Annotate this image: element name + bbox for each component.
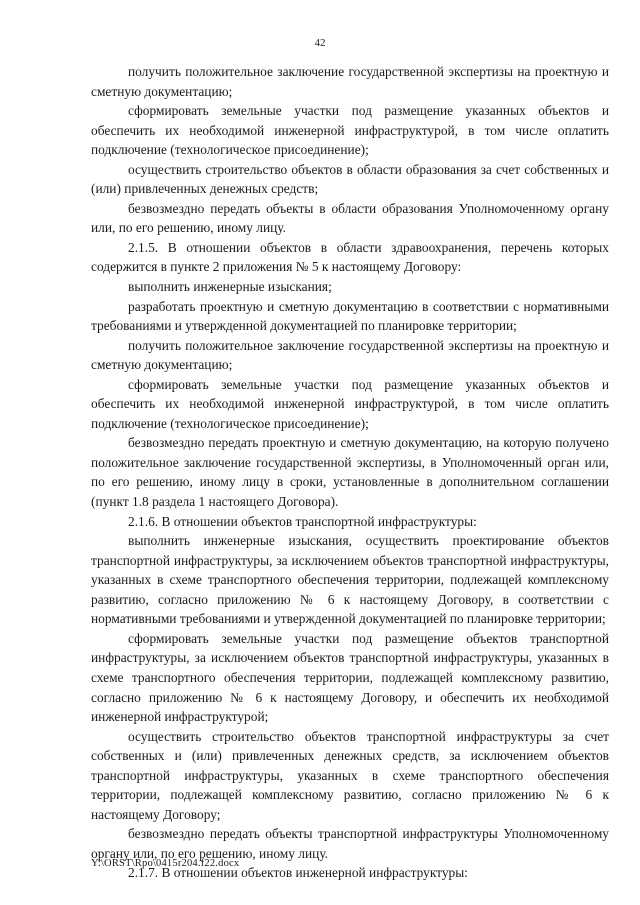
paragraph: безвозмездно передать объекты в области образования Уполномоченному органу или, по его решению, иному лицу. — [91, 200, 609, 236]
paragraph: выполнить инженерные изыскания; — [128, 279, 332, 295]
paragraph: выполнить инженерные изыскания, осуществить проектирование объектов транспортной инфраструктуры, за исключением объектов транспортной инфраструктуры, указанных в схеме транспортного обеспечения территории, подлежащей комплексному развитию, согласно приложению № 6 к настоящему Договору, в соответствии с нормативными требованиями и утвержденной документацией по планировке территории; — [91, 533, 609, 627]
paragraph: осуществить строительство объектов в области образования за счет собственных и (или) привлеченных денежных средств; — [91, 161, 609, 197]
paragraph: безвозмездно передать объекты транспортной инфраструктуры Уполномоченному органу или, по его решению, иному лицу. — [91, 826, 609, 861]
document-body — [91, 62, 609, 883]
section-heading-2-1-7: 2.1.7. В отношении объектов инженерной инфраструктуры: — [128, 865, 468, 881]
section-heading-2-1-5: 2.1.5. В отношении объектов в области здравоохранения, перечень которых содержится в пункте 2 приложения № 5 к настоящему Договору: — [91, 239, 609, 275]
paragraph: безвозмездно передать проектную и сметную документацию, на которую получено положительное заключение государственной экспертизы, в Уполномоченный орган или, по его решению, иному лицу в сроки, установленные в дополнительном соглашении (пункт 1.8 раздела 1 настоящего Договора). — [91, 435, 609, 510]
paragraph: получить положительное заключение государственной экспертизы на проектную и сметную документацию; — [91, 64, 609, 99]
section-heading-2-1-6: 2.1.6. В отношении объектов транспортной инфраструктуры: — [128, 513, 477, 529]
footer-file-path: Y:\ORST\Rpo\0415r204.f22.docx — [91, 858, 240, 869]
page-number: 42 — [314, 37, 326, 49]
paragraph: получить положительное заключение государственной экспертизы на проектную и сметную документацию; — [91, 337, 609, 373]
paragraph: разработать проектную и сметную документацию в соответствии с нормативными требованиями и утвержденной документацией по планировке территории; — [91, 298, 609, 334]
paragraph: осуществить строительство объектов транспортной инфраструктуры за счет собственных и (или) привлеченных денежных средств, за исключением объектов транспортной инфраструктуры, указанных в схеме транспортного обеспечения территории, подлежащей комплексному развитию, согласно приложению № 6 к настоящему Договору; — [91, 728, 609, 822]
paragraph: сформировать земельные участки под размещение указанных объектов и обеспечить их необходимой инженерной инфраструктурой, в том числе оплатить подключение (технологическое присоединение); — [91, 103, 609, 158]
paragraph: сформировать земельные участки под размещение объектов транспортной инфраструктуры, за исключением объектов транспортной инфраструктуры, указанных в схеме транспортного обеспечения территории, подлежащей комплексному развитию, согласно приложению № 6 к настоящему Договору, и обеспечить их необходимой инженерной инфраструктурой; — [91, 630, 609, 725]
paragraph: сформировать земельные участки под размещение указанных объектов и обеспечить их необходимой инженерной инфраструктурой, в том числе оплатить подключение (технологическое присоединение); — [91, 376, 609, 431]
